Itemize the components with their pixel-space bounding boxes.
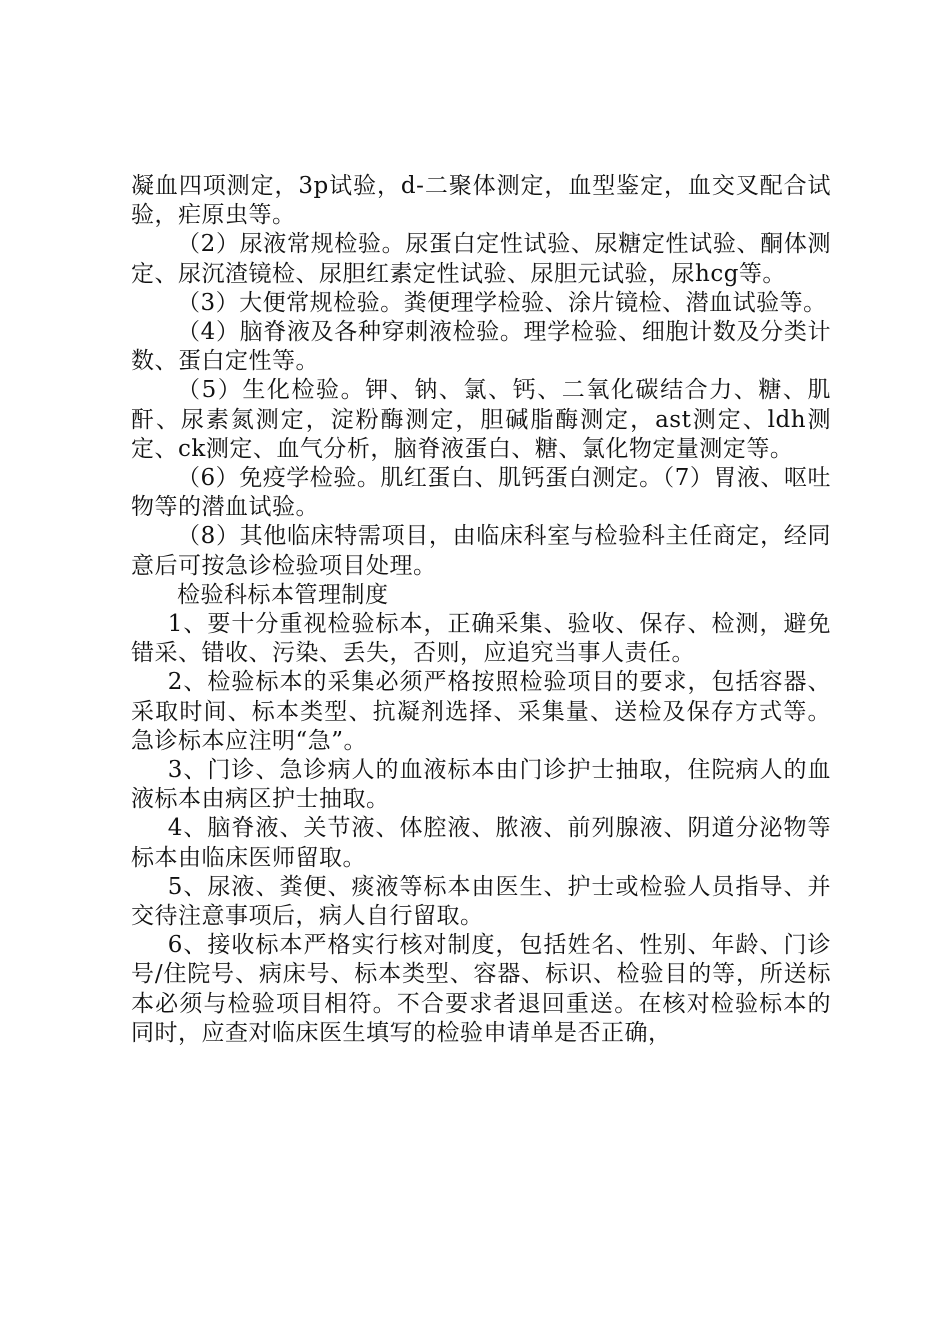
section-heading: 检验科标本管理制度 bbox=[177, 581, 389, 608]
rule-item-6: 6、接收标本严格实行核对制度，包括姓名、性别、年龄、门诊号/住院号、病床号、标本类型、容器、标识、检验目的等，所送标本必须与检验项目相符。不合要求者退回重送。在核对检验标本的同时，应查对临床医生填写的检验申请单是否正确， bbox=[131, 932, 831, 1046]
document-body bbox=[131, 172, 831, 1048]
paragraph-csf: （4）脑脊液及各种穿刺液检验。理学检验、细胞计数及分类计数、蛋白定性等。 bbox=[131, 319, 831, 375]
paragraph-immunology: （6）免疫学检验。肌红蛋白、肌钙蛋白测定。（7）胃液、呕吐物等的潜血试验。 bbox=[131, 465, 831, 521]
rule-item-2: 2、检验标本的采集必须严格按照检验项目的要求，包括容器、采取时间、标本类型、抗凝剂选择、采集量、送检及保存方式等。急诊标本应注明“急”。 bbox=[131, 669, 831, 754]
rule-item-1: 1、要十分重视检验标本，正确采集、验收、保存、检测，避免错采、错收、污染、丢失，否则，应追究当事人责任。 bbox=[131, 611, 831, 667]
paragraph-coagulation: 凝血四项测定，3p试验，d-二聚体测定，血型鉴定，血交叉配合试验，疟原虫等。 bbox=[131, 173, 831, 229]
rule-item-5: 5、尿液、粪便、痰液等标本由医生、护士或检验人员指导、并交待注意事项后，病人自行留取。 bbox=[131, 873, 831, 930]
rule-item-3: 3、门诊、急诊病人的血液标本由门诊护士抽取，住院病人的血液标本由病区护士抽取。 bbox=[131, 757, 831, 813]
paragraph-urine-routine: （2）尿液常规检验。尿蛋白定性试验、尿糖定性试验、酮体测定、尿沉渣镜检、尿胆红素定性试验、尿胆元试验，尿hcg等。 bbox=[131, 231, 831, 287]
paragraph-biochemistry: （5）生化检验。钾、钠、氯、钙、二氧化碳结合力、糖、肌酐、尿素氮测定，淀粉酶测定，胆碱脂酶测定，ast测定、ldh测定、ck测定、血气分析，脑脊液蛋白、糖、氯化物定量测定等。 bbox=[131, 377, 831, 462]
rule-item-4: 4、脑脊液、关节液、体腔液、脓液、前列腺液、阴道分泌物等标本由临床医师留取。 bbox=[131, 815, 831, 871]
paragraph-other-items: （8）其他临床特需项目，由临床科室与检验科主任商定，经同意后可按急诊检验项目处理。 bbox=[131, 523, 831, 579]
paragraph-stool-routine: （3）大便常规检验。粪便理学检验、涂片镜检、潜血试验等。 bbox=[177, 289, 827, 316]
